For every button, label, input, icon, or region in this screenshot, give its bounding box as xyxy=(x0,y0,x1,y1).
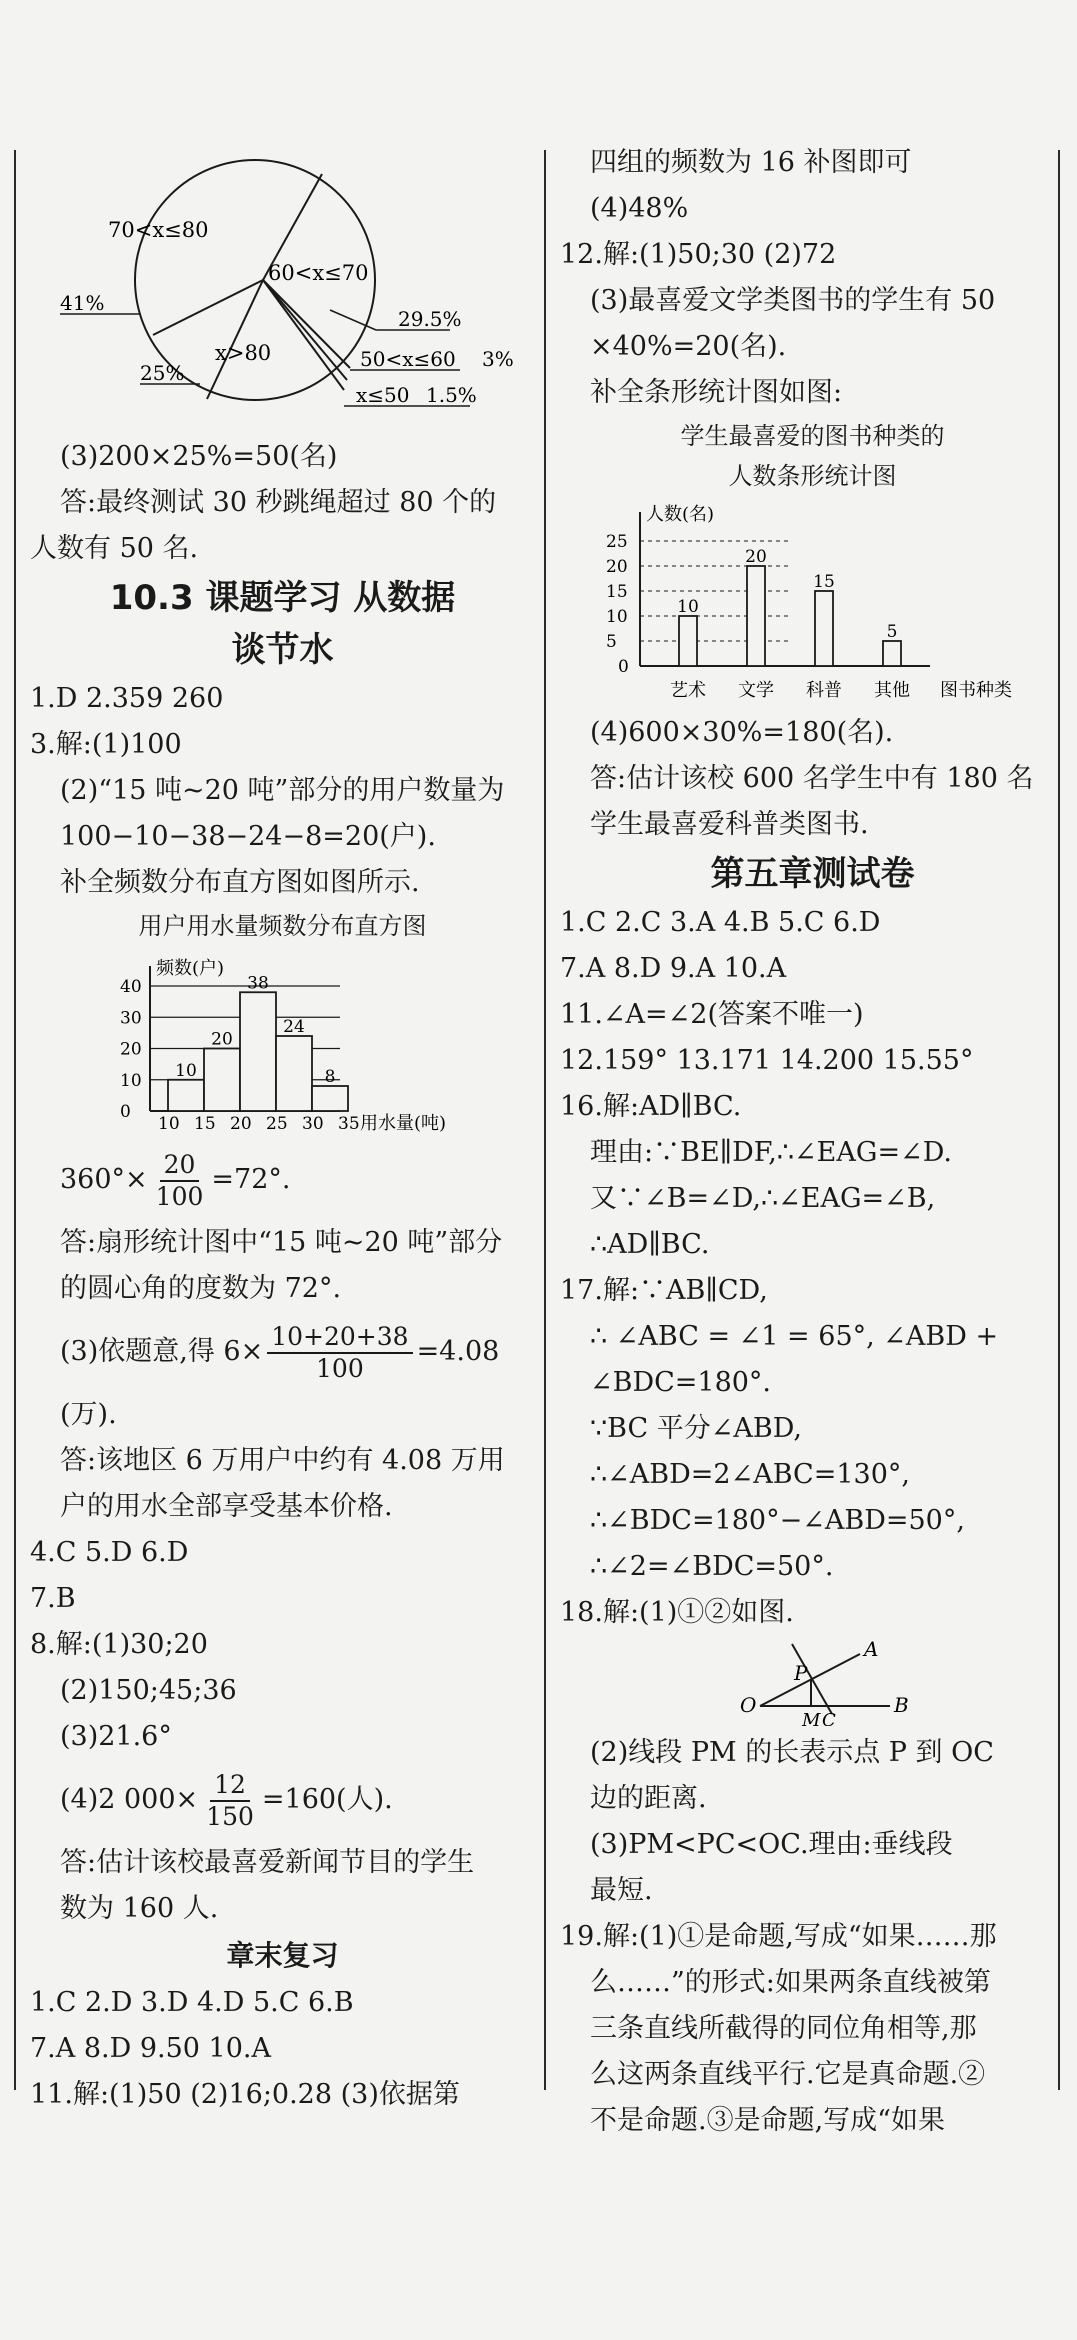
bar xyxy=(815,591,833,666)
fraction-numerator: 12 xyxy=(210,1770,250,1802)
point-a-label: A xyxy=(864,1637,879,1661)
fraction-denominator: 100 xyxy=(155,1181,204,1211)
pie-pct-3: 3% xyxy=(482,347,514,371)
fraction xyxy=(152,1150,208,1212)
category-label: 艺术 xyxy=(670,680,706,701)
section-title: 10.3 课题学习 从数据 xyxy=(109,578,456,618)
answer-line: 答:扇形统计图中“15 吨~20 吨”部分 xyxy=(60,1227,503,1258)
answer-line: (2)150;45;36 xyxy=(60,1675,237,1706)
fraction-denominator: 100 xyxy=(316,1353,364,1383)
right-column xyxy=(560,140,1065,2144)
answer-line: 补全频数分布直方图如图所示. xyxy=(60,867,420,898)
equation-pre: 360°× xyxy=(60,1164,148,1195)
answer-line: (3)PM<PC<OC.理由:垂线段 xyxy=(590,1829,953,1860)
geometry-figure xyxy=(560,1636,1065,1726)
answer-line: 最短. xyxy=(590,1875,653,1906)
answer-line: (2)线段 PM 的长表示点 P 到 OC xyxy=(590,1737,994,1768)
answer-line: 7.B xyxy=(30,1583,76,1614)
bar-value-label: 38 xyxy=(247,973,269,994)
equation-post: =160(人). xyxy=(261,1784,393,1815)
bar-value-label: 20 xyxy=(211,1029,233,1050)
histogram-bar xyxy=(240,992,276,1111)
histogram-caption: 用户用水量频数分布直方图 xyxy=(138,912,427,940)
histogram-bar xyxy=(276,1036,312,1111)
x-tick-label: 10 xyxy=(158,1114,180,1134)
y-tick-label: 10 xyxy=(120,1070,142,1091)
y-tick-label: 20 xyxy=(120,1039,142,1060)
fraction-numerator: 10+20+38 xyxy=(267,1322,412,1354)
pie-pct-25: 25% xyxy=(140,361,185,385)
answer-line: ∴∠BDC=180°−∠ABD=50°, xyxy=(590,1505,965,1536)
histogram xyxy=(30,946,535,1136)
answer-line: 12.159° 13.171 14.200 15.55° xyxy=(560,1045,974,1076)
pie-pct-41: 41% xyxy=(60,291,105,315)
bar xyxy=(747,566,765,666)
point-c-label: C xyxy=(822,1710,836,1726)
point-m-label: M xyxy=(802,1710,821,1726)
answer-line: 7.A 8.D 9.A 10.A xyxy=(560,953,787,984)
answer-line: (3)200×25%=50(名) xyxy=(60,441,338,472)
answer-line: ∴AD∥BC. xyxy=(590,1229,710,1260)
answer-line: 人数有 50 名. xyxy=(30,533,199,564)
histogram-bar xyxy=(168,1080,204,1111)
answer-line: 不是命题.③是命题,写成“如果 xyxy=(590,2105,945,2136)
left-column xyxy=(30,140,535,2118)
column-divider xyxy=(544,150,546,2090)
fraction xyxy=(202,1770,258,1832)
category-label: 科普 xyxy=(806,680,842,701)
answer-line: ∠BDC=180°. xyxy=(590,1367,772,1398)
answer-line: 12.解:(1)50;30 (2)72 xyxy=(560,239,837,270)
y-tick-label: 5 xyxy=(606,632,617,652)
pie-pct-29-5: 29.5% xyxy=(398,307,462,331)
answer-line: 4.C 5.D 6.D xyxy=(30,1537,189,1568)
x-axis-label: 用水量(吨) xyxy=(360,1113,447,1134)
bar-value-label: 24 xyxy=(283,1017,305,1037)
bar-value-label: 10 xyxy=(677,597,699,617)
answer-line xyxy=(30,1140,535,1220)
answer-line: (万). xyxy=(60,1399,117,1430)
x-tick-label: 25 xyxy=(266,1114,288,1134)
answer-line: ×40%=20(名). xyxy=(590,331,787,362)
y-tick-label: 30 xyxy=(120,1008,142,1029)
point-b-label: B xyxy=(894,1693,909,1717)
x-tick-label: 20 xyxy=(230,1114,252,1134)
fraction-numerator: 20 xyxy=(160,1150,200,1182)
left-margin-line xyxy=(14,150,16,2090)
y-axis-label: 频数(户) xyxy=(156,958,225,979)
answer-line: (3)21.6° xyxy=(60,1721,172,1752)
section-title-cont: 谈节水 xyxy=(231,630,334,670)
answer-line: 边的距离. xyxy=(590,1783,707,1814)
equation-post: =4.08 xyxy=(416,1336,500,1367)
y-axis-label: 人数(名) xyxy=(646,504,715,525)
answer-line: 理由:∵BE∥DF,∴∠EAG=∠D. xyxy=(590,1137,952,1168)
answer-line xyxy=(30,1312,535,1392)
section-title: 章末复习 xyxy=(226,1939,339,1972)
bar-chart-caption: 学生最喜爱的图书种类的 xyxy=(680,422,945,450)
answer-line: 户的用水全部享受基本价格. xyxy=(60,1491,393,1522)
pie-pct-1-5: 1.5% xyxy=(426,383,477,407)
y-tick-label: 25 xyxy=(606,532,628,552)
answer-line: 17.解:∵AB∥CD, xyxy=(560,1275,768,1306)
answer-line: (3)最喜爱文学类图书的学生有 50 xyxy=(590,285,996,316)
answer-line: 16.解:AD∥BC. xyxy=(560,1091,742,1122)
x-axis-label: 图书种类 xyxy=(940,680,1012,701)
answer-line: 7.A 8.D 9.50 10.A xyxy=(30,2033,271,2064)
equation-pre: (4)2 000× xyxy=(60,1784,199,1815)
pie-chart xyxy=(30,140,535,430)
y-tick-label: 0 xyxy=(120,1102,131,1122)
y-tick-label: 40 xyxy=(120,977,142,997)
answer-line: 100−10−38−24−8=20(户). xyxy=(60,821,436,852)
answer-line: 又∵∠B=∠D,∴∠EAG=∠B, xyxy=(590,1183,936,1214)
bar-value-label: 5 xyxy=(886,622,898,642)
answer-line: (4)600×30%=180(名). xyxy=(590,717,894,748)
answer-line: 答:估计该校最喜爱新闻节目的学生 xyxy=(60,1847,475,1878)
answer-line: (4)48% xyxy=(590,193,689,224)
histogram-bar xyxy=(204,1049,240,1112)
answer-line: 19.解:(1)①是命题,写成“如果……那 xyxy=(560,1921,997,1952)
answer-line: 1.C 2.D 3.D 4.D 5.C 6.B xyxy=(30,1987,354,2018)
answer-line: 3.解:(1)100 xyxy=(30,729,182,760)
bar-value-label: 10 xyxy=(175,1060,197,1081)
pie-label-50-60: 50<x≤60 xyxy=(360,347,456,371)
point-o-label: O xyxy=(740,1693,757,1717)
fraction-denominator: 150 xyxy=(206,1801,254,1831)
answer-line: 8.解:(1)30;20 xyxy=(30,1629,208,1660)
answer-line: ∴∠ABD=2∠ABC=130°, xyxy=(590,1459,910,1490)
answer-line: 学生最喜爱科普类图书. xyxy=(590,809,869,840)
answer-line: (2)“15 吨~20 吨”部分的用户数量为 xyxy=(60,775,505,806)
x-tick-label: 35 xyxy=(338,1114,360,1134)
y-tick-label: 10 xyxy=(606,607,628,627)
category-label: 其他 xyxy=(874,680,910,701)
origin-label: 0 xyxy=(618,657,629,677)
pie-label-gt80: x>80 xyxy=(215,341,272,365)
answer-line: ∴ ∠ABC = ∠1 = 65°, ∠ABD + xyxy=(590,1321,999,1352)
answer-line xyxy=(30,1760,535,1840)
x-tick-label: 30 xyxy=(302,1114,324,1134)
answer-line: 答:该地区 6 万用户中约有 4.08 万用 xyxy=(60,1445,505,1476)
pie-label-60-70: 60<x≤70 xyxy=(268,261,369,285)
answer-line: 答:估计该校 600 名学生中有 180 名 xyxy=(590,763,1034,794)
answer-line: 11.∠A=∠2(答案不唯一) xyxy=(560,999,864,1030)
bar-value-label: 20 xyxy=(745,547,767,567)
bar xyxy=(883,641,901,666)
x-tick-label: 15 xyxy=(194,1114,216,1134)
equation-pre: (3)依题意,得 6× xyxy=(60,1336,264,1367)
answer-line: 11.解:(1)50 (2)16;0.28 (3)依据第 xyxy=(30,2079,460,2110)
answer-line: 1.C 2.C 3.A 4.B 5.C 6.D xyxy=(560,907,881,938)
answer-line: 补全条形统计图如图: xyxy=(590,377,843,408)
answer-line: 么……”的形式:如果两条直线被第 xyxy=(590,1967,991,1998)
bar xyxy=(679,616,697,666)
bar-chart-caption: 人数条形统计图 xyxy=(728,462,897,490)
answer-line: 1.D 2.359 260 xyxy=(30,683,224,714)
category-label: 文学 xyxy=(738,680,774,701)
answer-line: ∴∠2=∠BDC=50°. xyxy=(590,1551,834,1582)
equation-post: =72°. xyxy=(211,1164,291,1195)
fraction xyxy=(267,1322,412,1384)
y-tick-label: 20 xyxy=(606,557,628,577)
answer-line: 的圆心角的度数为 72°. xyxy=(60,1273,342,1304)
answer-line: 18.解:(1)①②如图. xyxy=(560,1597,794,1628)
pie-label-le50: x≤50 xyxy=(356,383,410,407)
y-tick-label: 15 xyxy=(606,582,628,602)
answer-line: 数为 160 人. xyxy=(60,1893,219,1924)
answer-line: 么这两条直线平行.它是真命题.② xyxy=(590,2059,986,2090)
bar-value-label: 15 xyxy=(813,572,835,592)
bar-value-label: 8 xyxy=(324,1067,336,1087)
histogram-bar xyxy=(312,1086,348,1111)
answer-line: 答:最终测试 30 秒跳绳超过 80 个的 xyxy=(60,487,497,518)
answer-line: ∵BC 平分∠ABD, xyxy=(590,1413,802,1444)
answer-line: 四组的频数为 16 补图即可 xyxy=(590,147,912,178)
bar-chart xyxy=(560,496,1065,706)
answer-line: 三条直线所截得的同位角相等,那 xyxy=(590,2013,977,2044)
point-p-label: P xyxy=(794,1661,808,1685)
pie-label-70-80: 70<x≤80 xyxy=(108,218,209,242)
section-title: 第五章测试卷 xyxy=(710,854,915,894)
